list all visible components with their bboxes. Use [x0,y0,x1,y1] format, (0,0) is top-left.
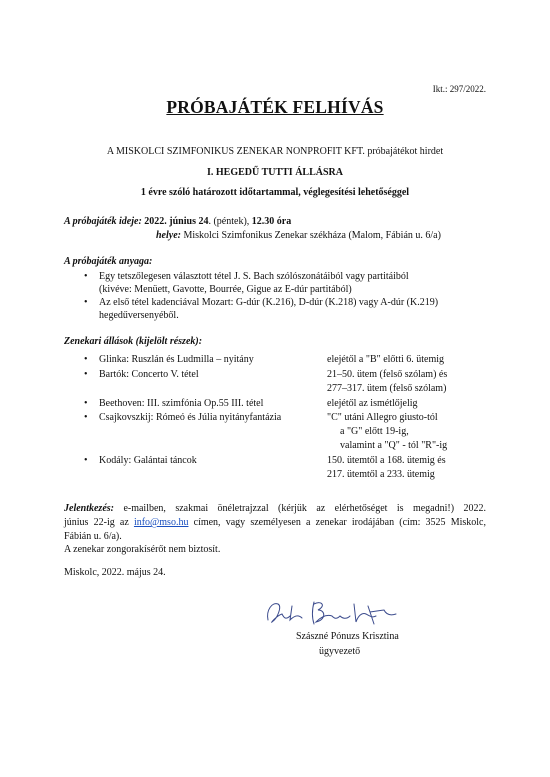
email-link[interactable]: info@mso.hu [133,517,189,528]
page-title: PRÓBAJÁTÉK FELHÍVÁS [166,97,384,117]
excerpt-work: Beethoven: III. szimfónia Op.55 III. tétel [99,398,264,409]
position-title: I. HEGEDŰ TUTTI ÁLLÁSRA [207,167,343,178]
material-item-line: (kivéve: Menüett, Gavotte, Bourrée, Gigue az E-dúr partitából) [99,284,352,295]
excerpt-part: 150. ütemtől a 168. ütemig és [327,455,446,466]
excerpt-work: Kodály: Galántai táncok [99,455,197,466]
excerpt-work: Csajkovszkij: Rómeó és Júlia nyitányfantázia [99,412,282,423]
material-heading: A próbajáték anyaga: [64,256,153,267]
excerpt-part: a "G" előtt 19-ig, [340,426,409,437]
excerpt-work: Bartók: Concerto V. tétel [99,369,199,380]
contract-terms: 1 évre szóló határozott időtartammal, véglegesítési lehetőséggel [140,187,410,198]
audition-venue-line [156,230,441,241]
bullet-icon: • [84,271,88,282]
excerpt-part: 277–317. ütem (felső szólam) [327,383,447,394]
excerpt-part: "C" utáni Allegro giusto-tól [327,412,438,423]
excerpt-part: elejétől a "B" előtti 6. ütemig [327,354,445,365]
accompanist-note: A zenekar zongorakísérőt nem biztosít. [64,544,221,555]
excerpt-part: valamint a "Q" - tól "R"-ig [340,440,448,451]
bullet-icon: • [84,398,88,409]
venue-value: Miskolci Szimfonikus Zenekar székháza (Malom, Fábián u. 6/a) [183,230,441,241]
material-item-line: Az első tétel kadenciával Mozart: G-dúr (K.216), D-dúr (K.218) vagy A-dúr (K.219) [99,297,439,308]
excerpt-part: 21–50. ütem (felső szólam) és [327,369,448,380]
bullet-icon: • [84,297,88,308]
material-item-line: hegedűversenyéből. [99,310,179,321]
date-time: 12.30 óra [251,216,292,227]
reference-number: Ikt.: 297/2022. [432,84,486,94]
signer-title: ügyvezető [319,646,361,657]
apply-text: e-mailben, szakmai önéletrajzzal (kérjük az elérhetőséget is megadni!) 2022. [123,503,486,514]
date-value: 2022. június 24 [144,216,209,227]
excerpt-work: Glinka: Ruszlán és Ludmilla – nyitány [99,354,254,365]
orchestral-heading: Zenekari állások (kijelölt részek): [64,336,203,347]
intro-line: A MISKOLCI SZIMFONIKUS ZENEKAR NONPROFIT KFT. próbajátékot hirdet [106,146,444,157]
apply-text: június 22-ig az [64,517,129,528]
apply-text: címen, vagy személyesen a zenekar irodájában (cím: 3525 Miskolc, [193,517,487,528]
date-day: . (péntek), [208,216,250,227]
application-line-3: Fábián u. 6/a). [64,531,122,542]
bullet-icon: • [84,369,88,380]
place-date: Miskolc, 2022. május 24. [64,567,166,578]
date-label: A próbajáték ideje: [64,216,142,227]
venue-label: helye: [156,230,181,241]
bullet-icon: • [84,412,88,423]
audition-date-line [64,216,291,227]
signer-name: Szászné Pónuzs Krisztina [296,631,399,642]
signature [262,596,402,630]
excerpt-part: 217. ütemtől a 233. ütemig [327,469,435,480]
application-line-2 [64,517,486,528]
bullet-icon: • [84,455,88,466]
bullet-icon: • [84,354,88,365]
apply-label: Jelentkezés: [64,503,114,514]
material-item-line: Egy tetszőlegesen választott tétel J. S. Bach szólószonátáiból vagy partitáiból [99,271,409,282]
excerpt-part: elejétől az ismétlőjelig [327,398,418,409]
application-line-1 [64,503,486,514]
